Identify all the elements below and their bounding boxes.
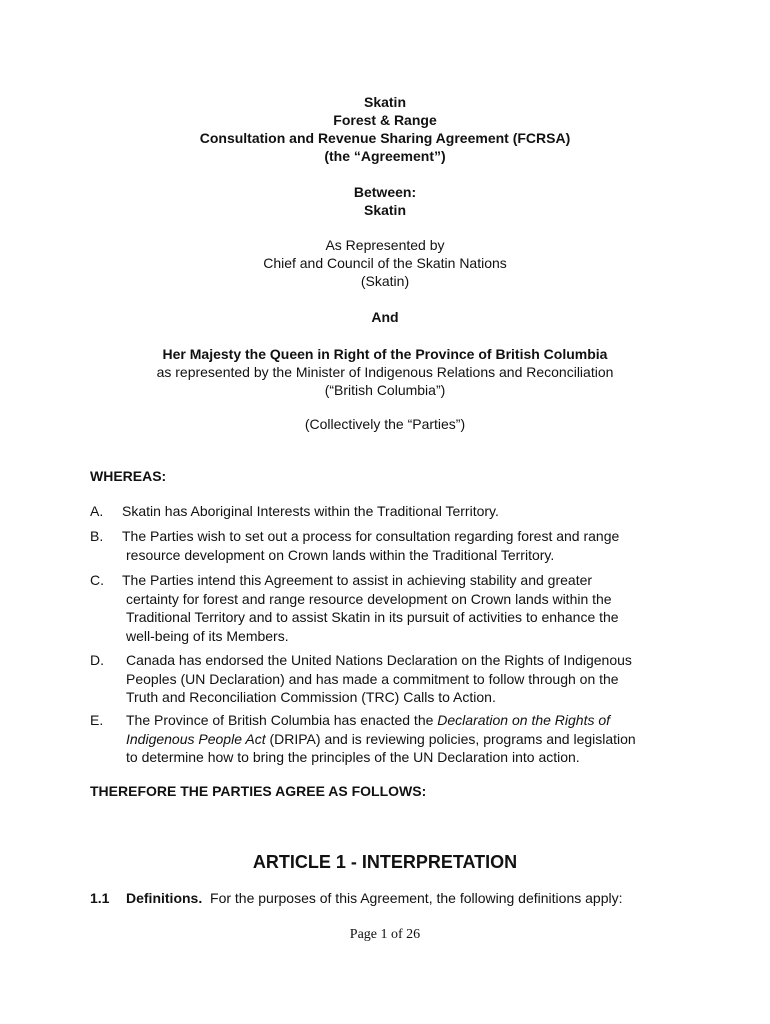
recital-text [122, 527, 690, 564]
title-line-4: (the “Agreement”) [324, 148, 446, 164]
represented-line-3: (Skatin) [360, 273, 410, 289]
recital-b [90, 527, 690, 564]
recital-letter: C. [90, 572, 104, 588]
recital-letter: A. [90, 503, 104, 519]
collectively-line: (Collectively the “Parties”) [304, 416, 466, 432]
recital-text [126, 651, 690, 707]
between-party: Skatin [363, 202, 406, 218]
crown-block [0, 345, 770, 399]
title-line-1: Skatin [363, 94, 406, 110]
title-block [0, 93, 770, 165]
recital-line: Skatin has Aboriginal Interests within the Traditional Territory. [122, 503, 499, 519]
title-line-3: Consultation and Revenue Sharing Agreement (FCRSA) [199, 130, 571, 146]
recital-letter: E. [90, 712, 104, 728]
recital-line: The Parties wish to set out a process for consultation regarding forest and range [122, 528, 620, 544]
whereas-heading: WHEREAS: [90, 468, 167, 484]
section-term: Definitions. [126, 890, 203, 906]
recital-line: well-being of its Members. [126, 627, 289, 644]
recital-c [90, 571, 690, 645]
recital-text [126, 711, 690, 767]
recital-e-italic-2: Indigenous People Act [126, 730, 266, 747]
recital-text [122, 502, 690, 521]
section-text: For the purposes of this Agreement, the following definitions apply: [210, 890, 623, 906]
recital-line: Canada has endorsed the United Nations Declaration on the Rights of Indigenous [126, 652, 632, 668]
recital-line: Traditional Territory and to assist Skatin in its pursuit of activities to enhance the [126, 609, 619, 625]
between-block [0, 183, 770, 219]
recital-line: Peoples (UN Declaration) and has made a commitment to follow through on the [126, 670, 619, 687]
represented-line-1: As Represented by [325, 237, 445, 253]
recital-d [90, 651, 690, 707]
recital-e [90, 711, 690, 767]
recital-letter: B. [90, 528, 104, 544]
therefore-heading: THEREFORE THE PARTIES AGREE AS FOLLOWS: [90, 783, 427, 799]
section-number: 1.1 [90, 890, 110, 906]
recital-text [122, 571, 690, 645]
represented-block [0, 236, 770, 290]
between-label: Between: [353, 184, 417, 200]
recital-line: certainty for forest and range resource development on Crown lands within the [126, 590, 612, 607]
crown-line-2: as represented by the Minister of Indigenous Relations and Reconciliation [156, 364, 614, 380]
recital-line: to determine how to bring the principles of the UN Declaration into action. [126, 749, 580, 765]
recital-letter: D. [90, 652, 104, 668]
recital-line [126, 711, 690, 730]
and-label: And [371, 309, 399, 325]
page-footer: Page 1 of 26 [349, 927, 421, 942]
recital-a [90, 502, 690, 521]
title-line-2: Forest & Range [333, 112, 437, 128]
recital-line: The Parties intend this Agreement to assist in achieving stability and greater [122, 572, 593, 588]
recital-line: resource development on Crown lands within the Traditional Territory. [126, 546, 555, 563]
recital-line [126, 730, 690, 749]
section-1-1 [90, 889, 622, 907]
crown-line-1: Her Majesty the Queen in Right of the Province of British Columbia [162, 346, 608, 362]
crown-line-3: (“British Columbia”) [324, 382, 446, 398]
recital-line: Truth and Reconciliation Commission (TRC) Calls to Action. [126, 689, 496, 705]
represented-line-2: Chief and Council of the Skatin Nations [263, 255, 507, 271]
article-title: ARTICLE 1 - INTERPRETATION [252, 852, 518, 872]
recital-e-post: (DRIPA) and is reviewing policies, programs and legislation [265, 730, 636, 747]
recital-e-italic-1: Declaration on the Rights of [437, 712, 611, 728]
recital-e-pre: The Province of British Columbia has enacted the [126, 712, 438, 728]
